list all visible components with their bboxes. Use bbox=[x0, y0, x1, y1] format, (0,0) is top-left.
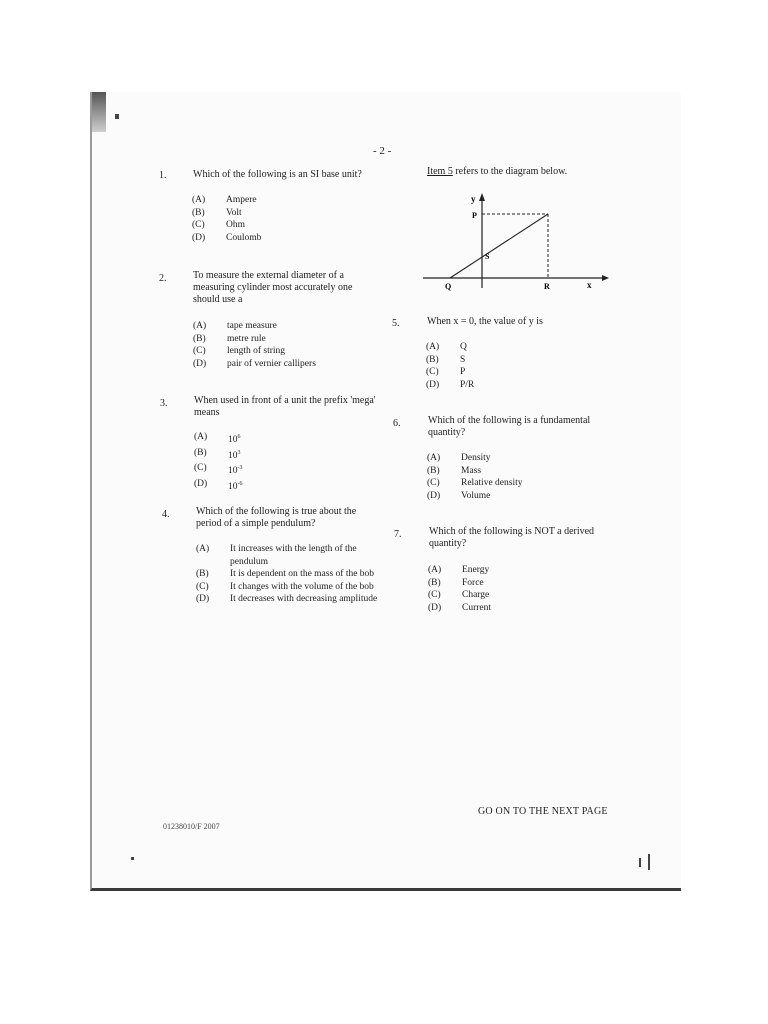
option-d[interactable]: (D) pair of vernier callipers bbox=[193, 358, 316, 369]
option-a[interactable]: (A) $10^6$ bbox=[194, 432, 241, 445]
option-b[interactable]: (B) $10^3$ bbox=[194, 447, 241, 461]
option-b[interactable]: (B) S bbox=[426, 354, 466, 365]
option-b[interactable]: (B) metre rule bbox=[193, 333, 266, 344]
question-4-options bbox=[196, 543, 380, 606]
option-d[interactable]: (D) It decreases with decreasing amplitude bbox=[196, 594, 378, 604]
option-a[interactable]: (A) Energy bbox=[428, 565, 490, 575]
diagram-intro: Item 5 refers to the diagram below. bbox=[427, 166, 568, 177]
label-s: S bbox=[485, 252, 490, 261]
option-b[interactable]: (B) Mass bbox=[427, 465, 482, 476]
label-r: R bbox=[544, 282, 550, 291]
scan-mark bbox=[648, 854, 650, 870]
graph-line bbox=[450, 214, 548, 278]
option-c[interactable]: (C) $10^{-3}$ bbox=[194, 463, 243, 476]
option-a[interactable]: (A) tape measure bbox=[193, 321, 277, 331]
question-2-options bbox=[193, 320, 316, 370]
label-x: x bbox=[587, 280, 592, 290]
option-a[interactable]: (A) It increases with the length of the pendulum bbox=[196, 544, 357, 567]
question-7-number: 7. bbox=[394, 529, 402, 540]
question-3-options bbox=[194, 431, 243, 493]
graph-diagram bbox=[420, 192, 610, 292]
option-c[interactable]: (C) length of string bbox=[193, 346, 286, 356]
question-5-number: 5. bbox=[392, 318, 400, 329]
question-6-options bbox=[427, 452, 522, 502]
option-c[interactable]: (C) It changes with the volume of the bob bbox=[196, 581, 374, 592]
option-b[interactable]: (B) It is dependent on the mass of the bob bbox=[196, 569, 375, 579]
option-d[interactable]: (D) $10^{-6}$ bbox=[194, 478, 243, 492]
option-c[interactable]: (C) Relative density bbox=[427, 478, 523, 488]
question-3-text: When used in front of a unit the prefix 'mega' means bbox=[194, 395, 376, 418]
paper-code: 01238010/F 2007 bbox=[163, 822, 220, 831]
scan-mark bbox=[131, 857, 134, 860]
page-number: - 2 - bbox=[373, 145, 392, 157]
question-3-number: 3. bbox=[160, 398, 168, 409]
question-2-number: 2. bbox=[159, 273, 167, 284]
label-y: y bbox=[471, 194, 476, 204]
exam-page bbox=[90, 92, 681, 891]
y-axis-arrow bbox=[479, 193, 485, 201]
scan-mark bbox=[639, 858, 641, 867]
question-4-number: 4. bbox=[162, 509, 170, 520]
label-q: Q bbox=[445, 282, 452, 291]
x-axis-arrow bbox=[602, 275, 609, 281]
option-c[interactable]: (C) P bbox=[426, 367, 466, 377]
option-d[interactable]: (D) Volume bbox=[427, 490, 491, 501]
question-5-options bbox=[426, 341, 474, 391]
question-6-text: Which of the following is a fundamental quantity? bbox=[428, 415, 591, 438]
option-d[interactable]: (D) P/R bbox=[426, 379, 475, 390]
question-5-text: When x = 0, the value of y is bbox=[427, 316, 543, 327]
label-p: P bbox=[472, 211, 477, 220]
option-c[interactable]: (C) Ohm bbox=[192, 220, 245, 230]
question-6-number: 6. bbox=[393, 418, 401, 429]
question-4-text: Which of the following is true about the period of a simple pendulum? bbox=[196, 506, 357, 529]
question-1-options bbox=[192, 194, 261, 244]
next-page-notice: GO ON TO THE NEXT PAGE bbox=[478, 806, 608, 817]
question-2-text: To measure the external diameter of a measuring cylinder most accurately one should use a bbox=[193, 270, 353, 305]
option-a[interactable]: (A) Density bbox=[427, 453, 491, 463]
option-a[interactable]: (A) Ampere bbox=[192, 195, 257, 205]
option-b[interactable]: (B) Force bbox=[428, 577, 484, 588]
option-d[interactable]: (D) Coulomb bbox=[192, 232, 262, 243]
scan-mark bbox=[115, 114, 119, 119]
question-1-text: Which of the following is an SI base unit? bbox=[193, 169, 362, 180]
question-1-number: 1. bbox=[159, 170, 167, 181]
page-corner-shadow bbox=[92, 92, 106, 132]
question-7-text: Which of the following is NOT a derived quantity? bbox=[429, 526, 595, 549]
question-7-options bbox=[428, 564, 491, 614]
option-d[interactable]: (D) Current bbox=[428, 602, 492, 613]
option-c[interactable]: (C) Charge bbox=[428, 590, 490, 600]
option-b[interactable]: (B) Volt bbox=[192, 207, 242, 218]
option-a[interactable]: (A) Q bbox=[426, 342, 467, 352]
